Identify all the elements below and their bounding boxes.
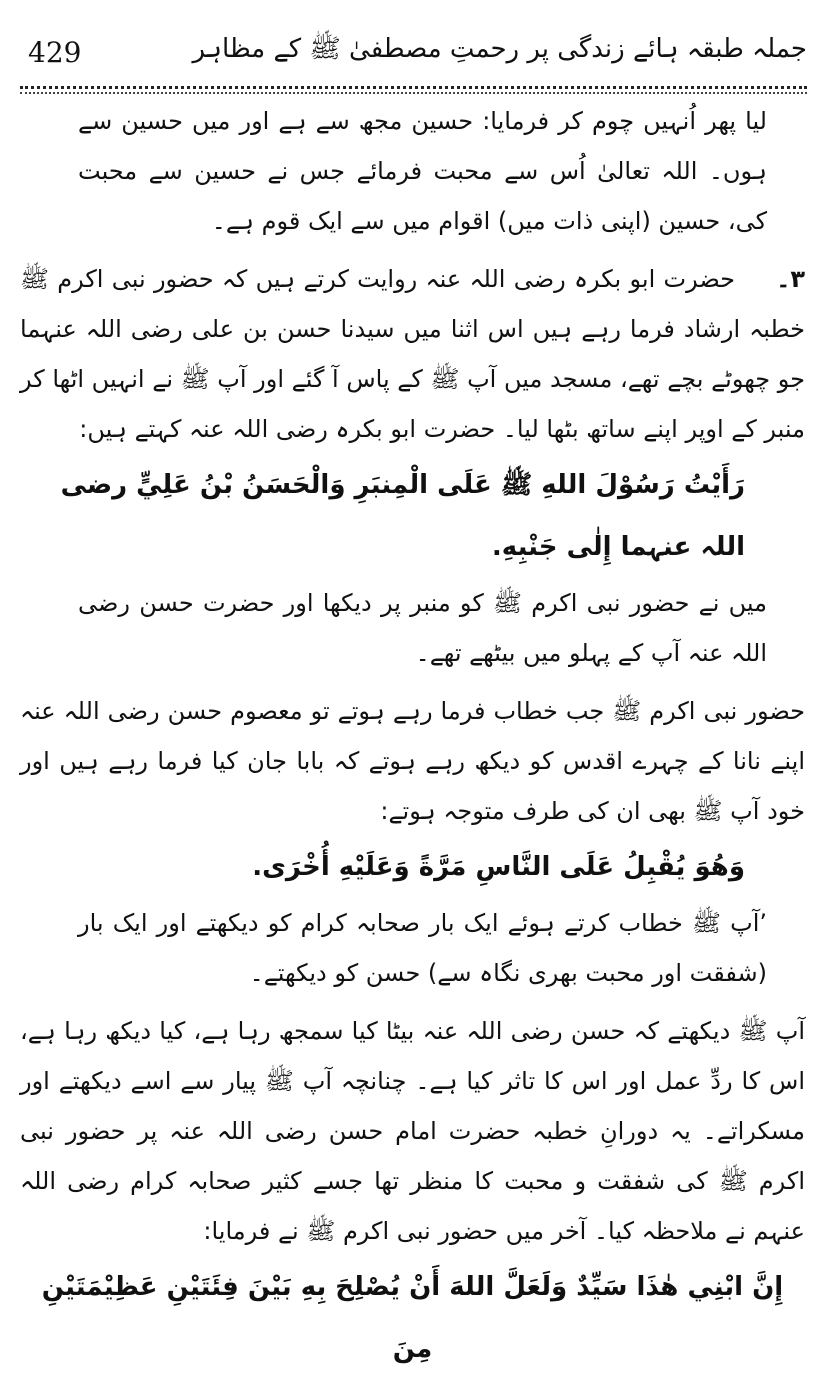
arabic-hadith-2: وَهُوَ يُقْبِلُ عَلَى النَّاسِ مَرَّةً وَعَلَيْهِ أُخْرَى. xyxy=(252,852,745,882)
paragraph-6: آپ ﷺ دیکھتے کہ حسن رضی اللہ عنہ بیٹا کیا سمجھ رہا ہے، کیا دیکھ رہا ہے، اس کا ردِّ عمل اور اس کا تاثر کیا ہے۔ چنانچہ آپ ﷺ پیار سے اسے دیکھتے اور مسکراتے۔ یہ دورانِ خطبہ حضرت امام حسن رضی اللہ عنہ پر حضور نبی اکرم ﷺ کی شفقت و محبت کا منظر تھا جسے کثیر صحابہ کرام رضی اللہ عنہم نے ملاحظہ کیا۔ آخر میں حضور نبی اکرم ﷺ نے فرمایا: xyxy=(20,1017,805,1245)
page-number: 429 xyxy=(28,36,82,69)
header-rule xyxy=(20,86,807,89)
arabic-hadith-1: رَأَيْتُ رَسُوْلَ اللهِ ﷺ عَلَى الْمِنبَرِ وَالْحَسَنُ بْنُ عَلِيٍّ رضی اللہ عنہما إِلٰى جَنْبِهِ. xyxy=(60,470,745,562)
paragraph-3: میں نے حضور نبی اکرم ﷺ کو منبر پر دیکھا اور حضرت حسن رضی اللہ عنہ آپ کے پہلو میں بیٹھے تھے۔ xyxy=(78,589,767,667)
paragraph-1: لیا پھر اُنہیں چوم کر فرمایا: حسین مجھ سے ہے اور میں حسین سے ہوں۔ اللہ تعالیٰ اُس سے محبت فرمائے جس نے حسین سے محبت کی، حسین (اپنی ذات میں) اقوام میں سے ایک قوم ہے۔ xyxy=(78,107,767,235)
header-rule-secondary xyxy=(20,92,807,94)
running-head: جملہ طبقہ ہائے زندگی پر رحمتِ مصطفیٰ ﷺ کے مظاہر xyxy=(192,34,807,64)
page-body xyxy=(20,96,805,1380)
page-header xyxy=(20,22,807,82)
item-number: ۳۔ xyxy=(776,265,805,293)
paragraph-2 xyxy=(20,254,805,454)
paragraph-4: حضور نبی اکرم ﷺ جب خطاب فرما رہے ہوتے تو معصوم حسن رضی اللہ عنہ اپنے نانا کے چہرے اقدس کو دیکھ رہے ہوتے کہ بابا جان کیا فرما رہے ہیں اور خود آپ ﷺ بھی ان کی طرف متوجہ ہوتے: xyxy=(20,697,805,825)
paragraph-5: ’آپ ﷺ خطاب کرتے ہوئے ایک بار صحابہ کرام کو دیکھتے اور ایک بار (شفقت اور محبت بھری نگاہ سے) حسن کو دیکھتے۔ xyxy=(78,909,767,987)
paragraph-2-text: حضرت ابو بکرہ رضی اللہ عنہ روایت کرتے ہیں کہ حضور نبی اکرم ﷺ خطبہ ارشاد فرما رہے ہیں اس اثنا میں سیدنا حسن بن علی رضی اللہ عنہما جو چھوٹے بچے تھے، مسجد میں آپ ﷺ کے پاس آ گئے اور آپ ﷺ نے انہیں اٹھا کر منبر کے اوپر اپنے ساتھ بٹھا لیا۔ حضرت ابو بکرہ رضی اللہ عنہ کہتے ہیں: xyxy=(20,265,805,443)
arabic-hadith-3: إِنَّ ابْنِي هٰذَا سَيِّدٌ وَلَعَلَّ اللهَ أَنْ يُصْلِحَ بِهِ بَيْنَ فِئَتَيْنِ عَظِيْمَتَيْنِ مِنَ xyxy=(41,1272,784,1364)
